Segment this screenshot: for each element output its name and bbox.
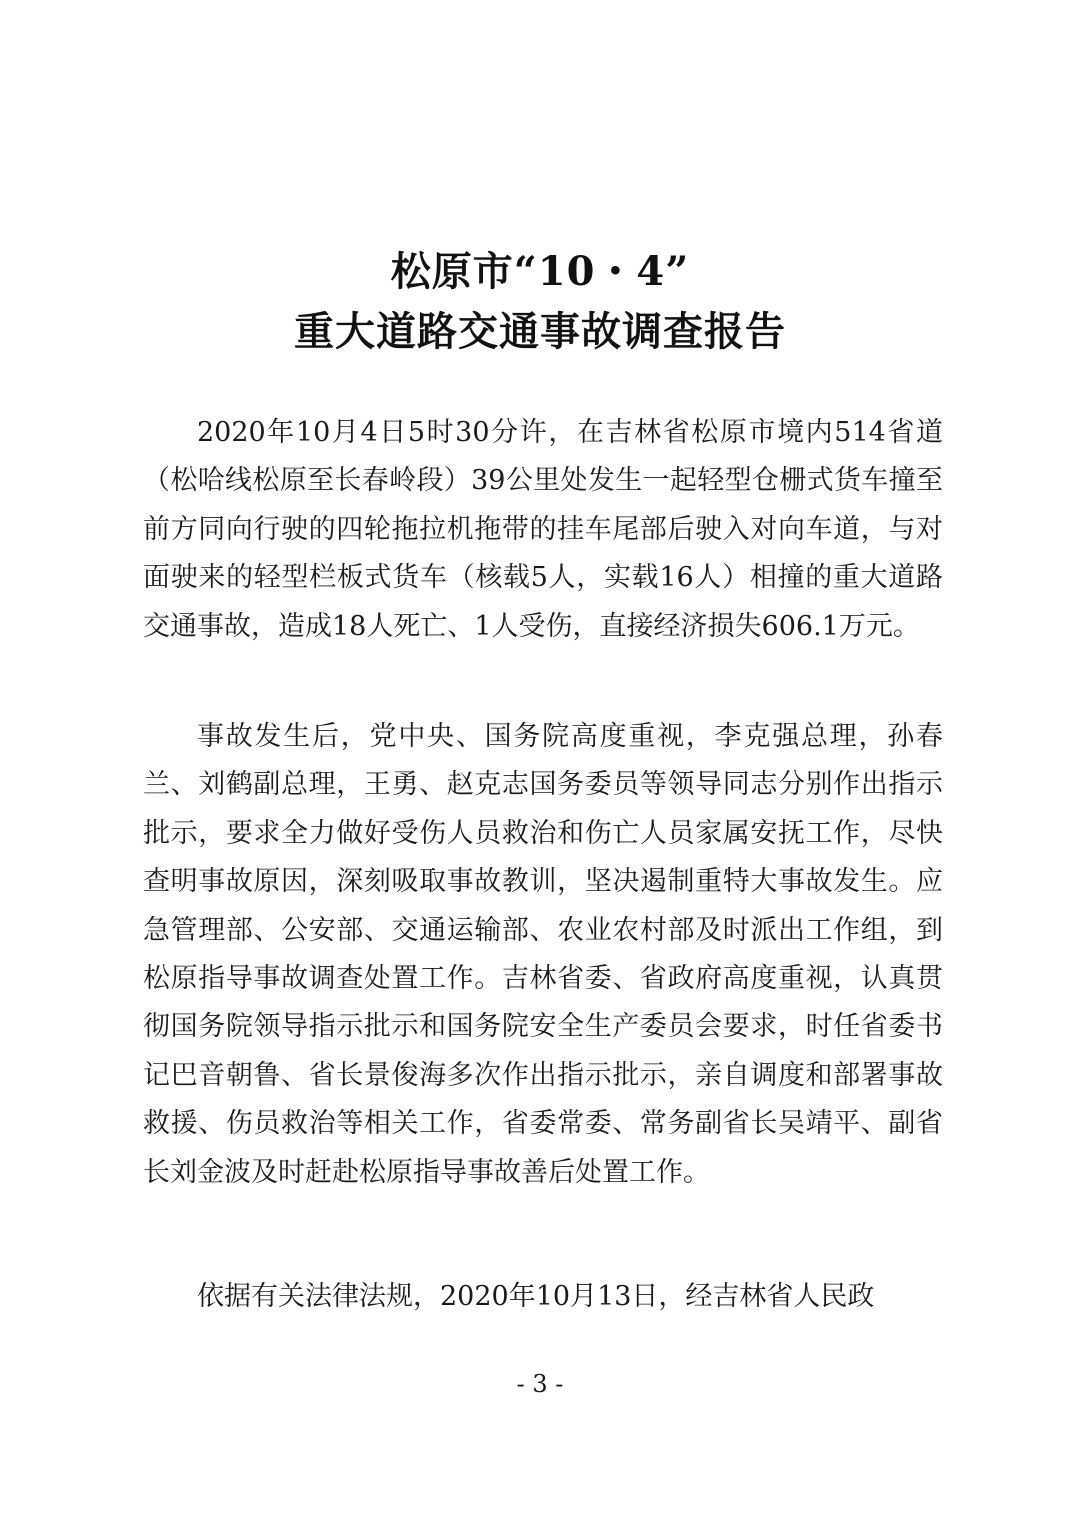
- report-title-line2: 重大道路交通事故调查报告: [294, 308, 786, 355]
- paragraph-2: 事故发生后，党中央、国务院高度重视，李克强总理，孙春兰、刘鹤副总理，王勇、赵克志国务委员等领导同志分别作出指示批示，要求全力做好受伤人员救治和伤亡人员家属安抚工作，尽快查明事故原因，深刻吸取事故教训，坚决遏制重特大事故发生。应急管理部、公安部、交通运输部、农业农村部及时派出工作组，到松原指导事故调查处置工作。吉林省委、省政府高度重视，认真贯彻国务院领导指示批示和国务院安全生产委员会要求，时任省委书记巴音朝鲁、省长景俊海多次作出指示批示，亲自调度和部署事故救援、伤员救治等相关工作，省委常委、常务副省长吴靖平、副省长刘金波及时赶赴松原指导事故善后处置工作。: [143, 721, 943, 1188]
- paragraph-1: 2020年10月4日5时30分许，在吉林省松原市境内514省道（松哈线松原至长春岭段）39公里处发生一起轻型仓栅式货车撞至前方同向行驶的四轮拖拉机拖带的挂车尾部后驶入对向车道，与对面驶来的轻型栏板式货车（核载5人，实载16人）相撞的重大道路交通事故，造成18人死亡、1人受伤，直接经济损失606.1万元。: [143, 417, 943, 642]
- report-title-line1: 松原市“10・4”: [390, 248, 690, 295]
- page-number: - 3 -: [516, 1370, 564, 1398]
- paragraph-3: 依据有关法律法规，2020年10月13日，经吉林省人民政: [197, 1281, 875, 1312]
